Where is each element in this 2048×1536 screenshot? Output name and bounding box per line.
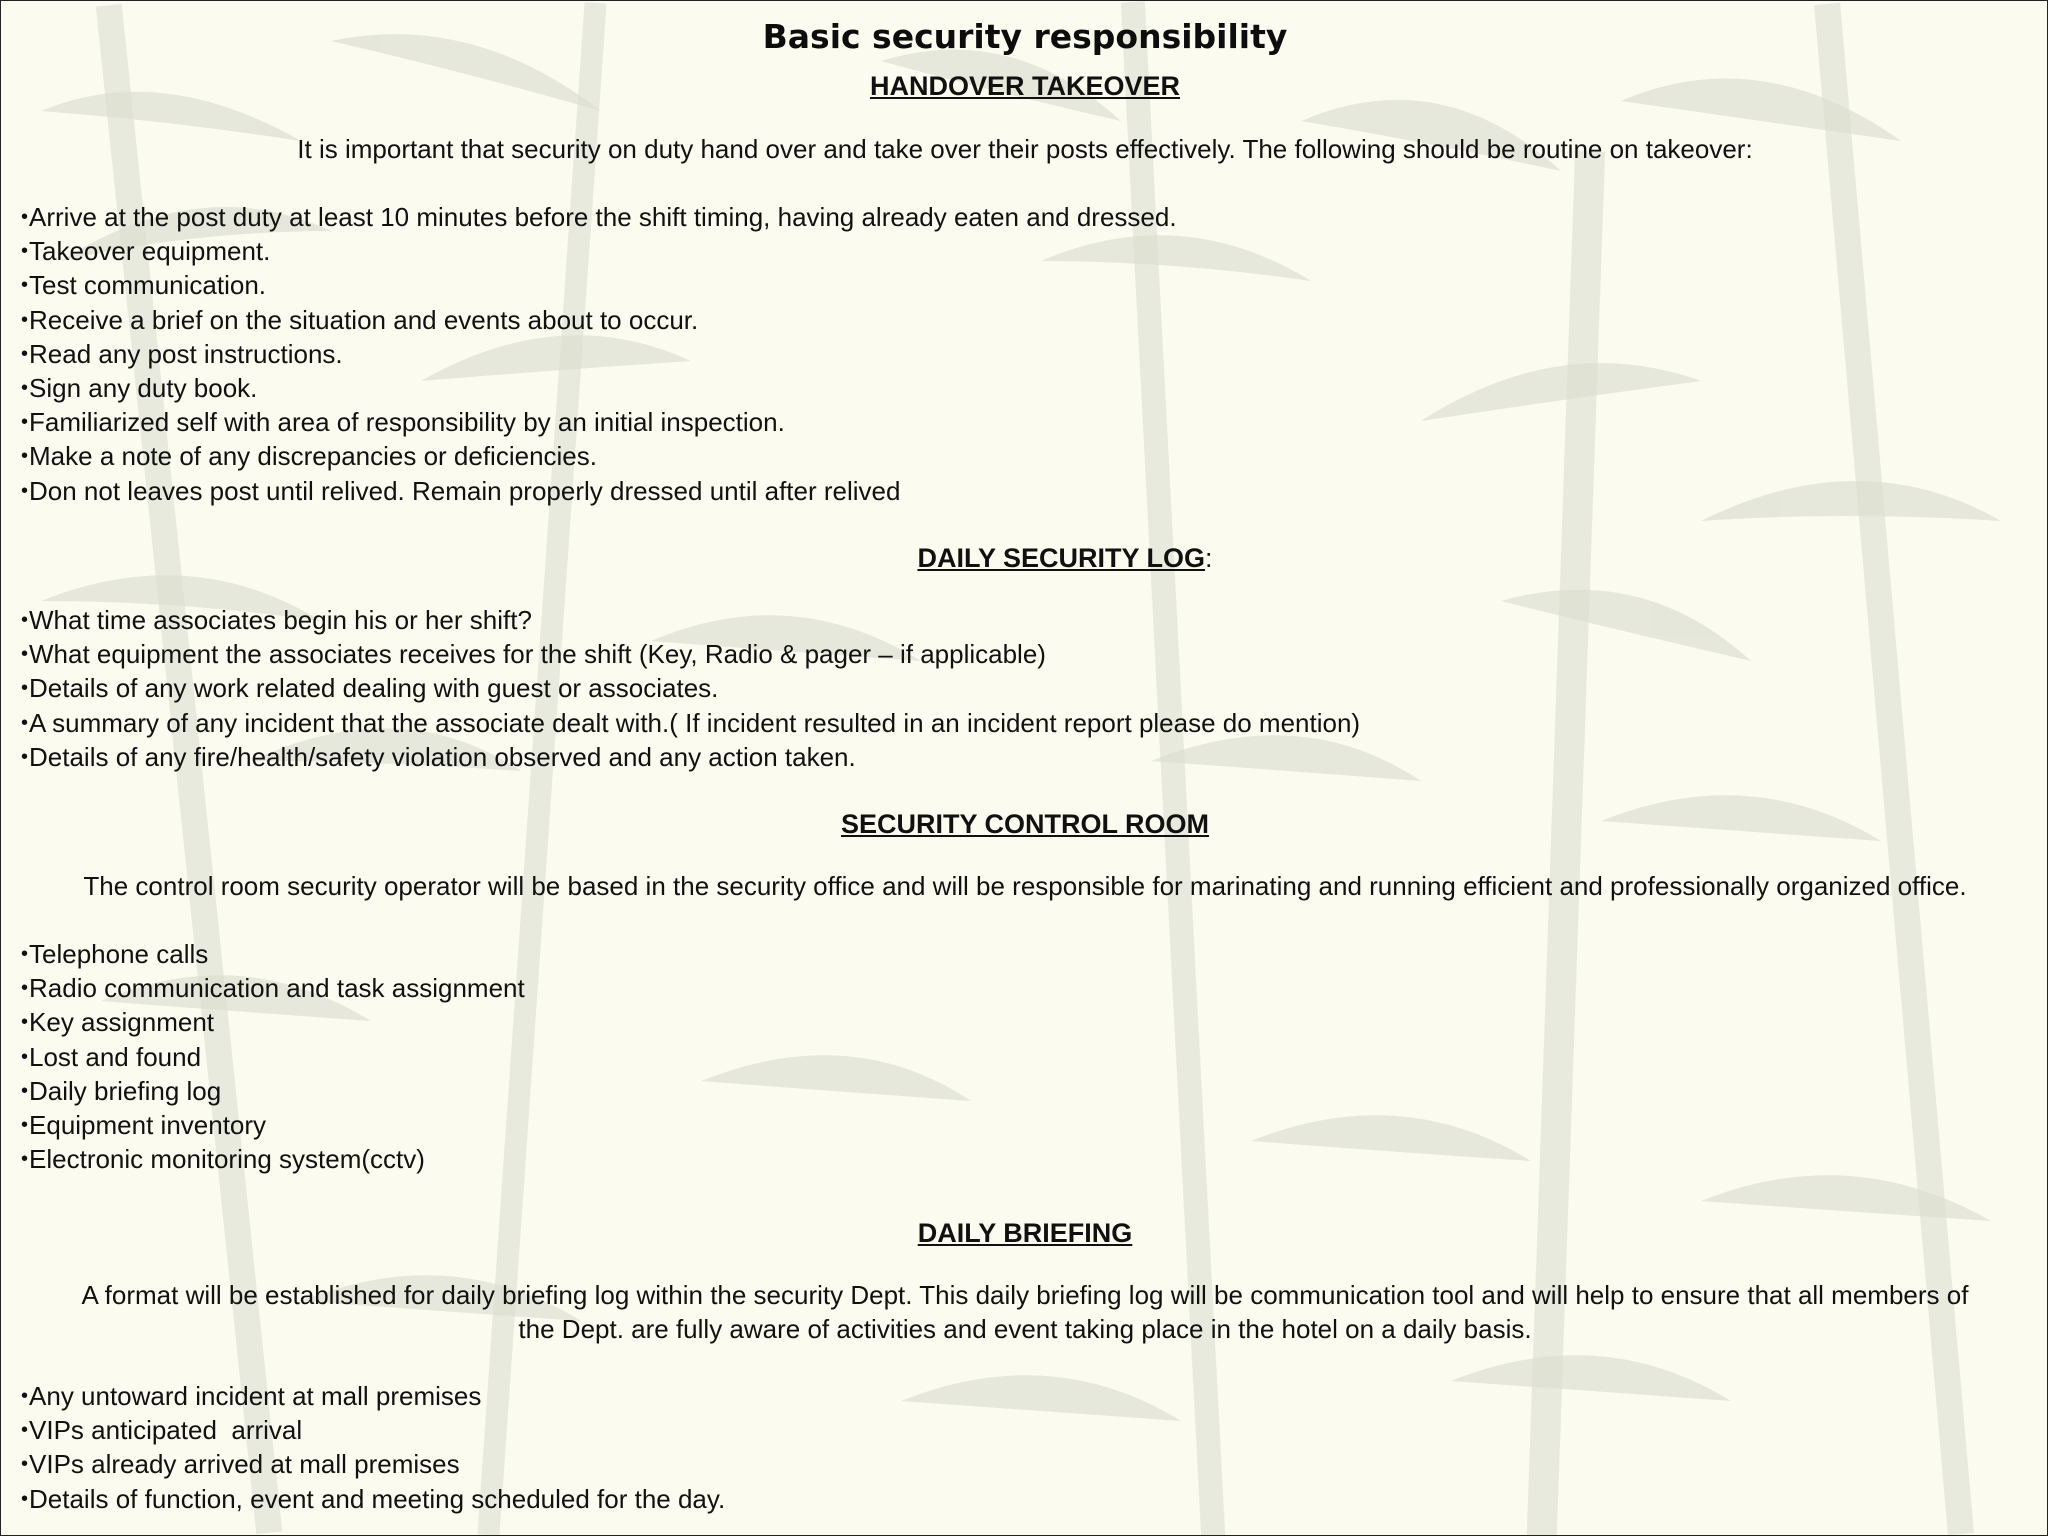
heading-security-control-room (1, 807, 2048, 841)
list-item: • What time associates begin his or her shift? (21, 603, 1360, 637)
list-item: • Don not leaves post until relived. Remain properly dressed until after relived (21, 474, 1177, 508)
list-item: • Key assignment (21, 1005, 525, 1039)
heading-security-control-room-text: SECURITY CONTROL ROOM (840, 809, 1210, 839)
heading-daily-briefing-text: DAILY BRIEFING (917, 1218, 1133, 1248)
list-item: • Details of any work related dealing with guest or associates. (21, 671, 1360, 705)
list-item: • Equipment inventory (21, 1108, 525, 1142)
handover-intro: It is important that security on duty hand over and take over their posts effectively. The following should be routine on takeover: (297, 134, 1753, 164)
heading-daily-security-log-text: DAILY SECURITY LOG (917, 543, 1206, 573)
heading-daily-briefing (1, 1216, 2048, 1250)
handover-list (21, 200, 1177, 508)
list-item: • Telephone calls (21, 937, 525, 971)
slide-content (1, 1, 2048, 1536)
heading-daily-security-log-colon: : (1205, 543, 1213, 573)
daily-briefing-intro: A format will be established for daily briefing log within the security Dept. This daily briefing log will be communication tool and will help to ensure that all members of the Dept. are fully aware of activities and event taking place in the hotel on a daily basis. (81, 1280, 1969, 1344)
list-item: • Read any post instructions. (21, 337, 1177, 371)
page-title: Basic security responsibility (762, 17, 1288, 56)
control-room-list (21, 937, 525, 1176)
heading-handover-takeover-text: HANDOVER TAKEOVER (869, 71, 1181, 101)
heading-handover-takeover (1, 69, 2048, 103)
list-item: • Familiarized self with area of responsibility by an initial inspection. (21, 405, 1177, 439)
list-item: • Receive a brief on the situation and events about to occur. (21, 303, 1177, 337)
list-item: • Make a note of any discrepancies or deficiencies. (21, 439, 1177, 473)
list-item: • Electronic monitoring system(cctv) (21, 1142, 525, 1176)
list-item: • Details of function, event and meeting scheduled for the day. (21, 1482, 725, 1516)
list-item: • Arrive at the post duty at least 10 minutes before the shift timing, having already eaten and dressed. (21, 200, 1177, 234)
list-item: • Radio communication and task assignment (21, 971, 525, 1005)
list-item: • What equipment the associates receives for the shift (Key, Radio & pager – if applicable) (21, 637, 1360, 671)
list-item: • Any untoward incident at mall premises (21, 1379, 725, 1413)
list-item: • VIPs already arrived at mall premises (21, 1447, 725, 1481)
list-item: • Takeover equipment. (21, 234, 1177, 268)
list-item: • A summary of any incident that the associate dealt with.( If incident resulted in an incident report please do mention) (21, 706, 1360, 740)
heading-daily-security-log (41, 541, 2048, 575)
daily-briefing-list (21, 1379, 725, 1516)
list-item: • VIPs anticipated arrival (21, 1413, 725, 1447)
list-item: • Sign any duty book. (21, 371, 1177, 405)
list-item: • Lost and found (21, 1040, 525, 1074)
control-room-intro: The control room security operator will be based in the security office and will be responsible for marinating and running efficient and professionally organized office. (83, 871, 1967, 901)
daily-log-list (21, 603, 1360, 774)
list-item: • Details of any fire/health/safety violation observed and any action taken. (21, 740, 1360, 774)
list-item: • Daily briefing log (21, 1074, 525, 1108)
list-item: • Test communication. (21, 268, 1177, 302)
